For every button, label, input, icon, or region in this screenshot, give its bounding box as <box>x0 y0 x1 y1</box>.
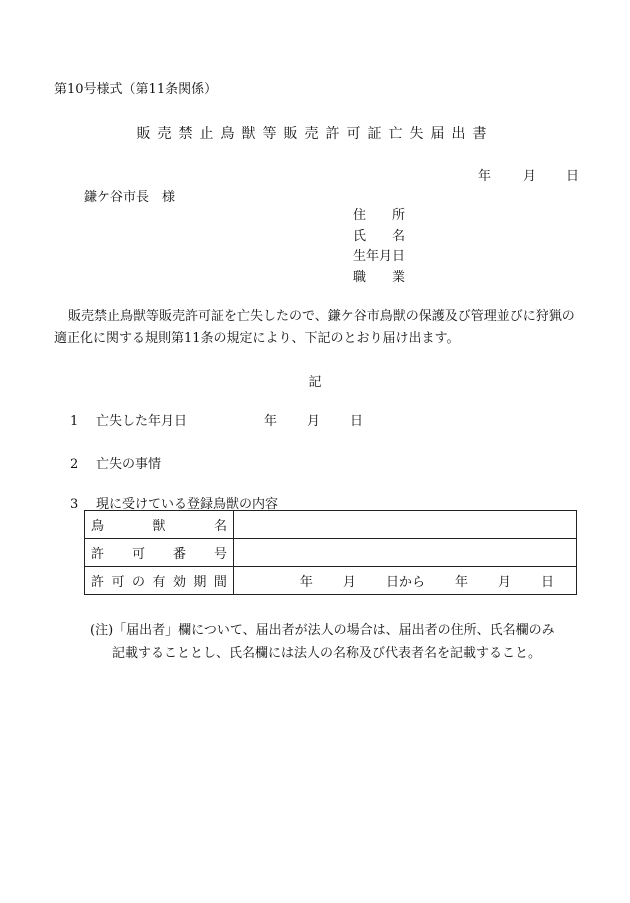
applicant-birthdate-label: 生年月日 <box>353 249 406 264</box>
document-title: 販売禁止鳥獣等販売許可証亡失届出書 <box>136 126 494 142</box>
period-day2: 日 <box>540 575 554 590</box>
permit-number-label: 許 可 番 号 <box>85 539 234 567</box>
item-loss-circumstances <box>70 453 161 472</box>
date-day: 日 <box>566 169 580 184</box>
loss-date-month: 月 <box>307 414 321 429</box>
item-number: 1 <box>70 414 79 429</box>
period-year2: 年 <box>454 575 468 590</box>
addressee: 鎌ケ谷市長 様 <box>84 190 176 205</box>
ki-heading: 記 <box>308 375 322 390</box>
applicant-name-label: 氏 名 <box>353 228 406 244</box>
item-label: 亡失した年月日 <box>96 414 188 429</box>
applicant-fields <box>353 206 405 288</box>
table-row <box>85 539 577 567</box>
body-text: 販売禁止鳥獣等販売許可証を亡失したので、鎌ケ谷市鳥獣の保護及び管理並びに狩猟の適正化に関する規則第11条の規定により、下記のとおり届け出ます。 <box>54 309 575 346</box>
period-year: 年 <box>299 575 313 590</box>
registration-table <box>84 510 577 595</box>
validity-period-field[interactable] <box>234 567 577 595</box>
item-number: 3 <box>70 497 79 512</box>
applicant-address-label: 住 所 <box>353 208 406 223</box>
table-row <box>85 511 577 539</box>
item-number: 2 <box>70 457 79 472</box>
form-number: 第10号様式（第11条関係） <box>54 82 218 97</box>
note-line-1: (注)「届出者」欄について、届出者が法人の場合は、届出者の住所、氏名欄のみ <box>90 623 555 638</box>
item-label: 現に受けている登録鳥獣の内容 <box>96 497 279 512</box>
item-label: 亡失の事情 <box>96 457 162 472</box>
validity-period-label: 許 可 の 有 効 期 間 <box>85 567 234 595</box>
period-month: 月 <box>342 575 356 590</box>
period-day-from: 日から <box>385 575 425 590</box>
table-row <box>85 567 577 595</box>
loss-date-day: 日 <box>350 414 364 429</box>
date-month: 月 <box>523 169 537 184</box>
date-year: 年 <box>478 169 492 184</box>
bird-name-field[interactable] <box>234 511 577 539</box>
loss-date-year: 年 <box>264 414 278 429</box>
permit-number-field[interactable] <box>234 539 577 567</box>
submission-date <box>478 165 579 184</box>
item-loss-date <box>70 410 187 429</box>
loss-date-field <box>264 410 363 429</box>
bird-name-label: 鳥 獣 名 <box>85 511 234 539</box>
note-line-2: 記載することとし、氏名欄には法人の名称及び代表者名を記載すること。 <box>112 646 542 661</box>
applicant-occupation-label: 職 業 <box>353 269 406 285</box>
period-month2: 月 <box>497 575 511 590</box>
